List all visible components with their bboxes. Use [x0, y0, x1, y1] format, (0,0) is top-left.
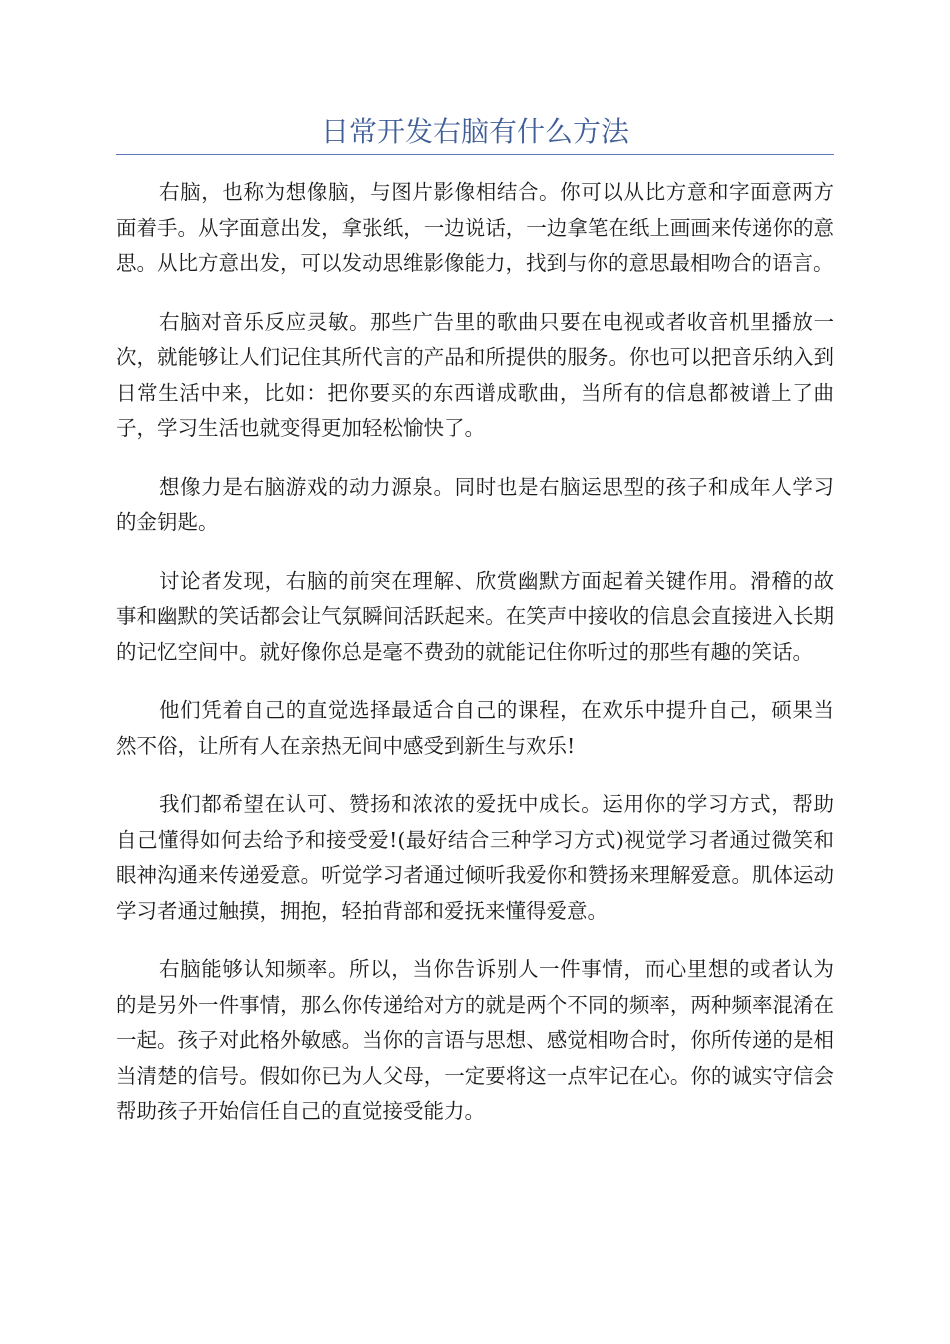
paragraph-3: 想像力是右脑游戏的动力源泉。同时也是右脑运思型的孩子和成年人学习的金钥匙。 [116, 474, 834, 534]
document-body [116, 175, 834, 1153]
paragraph-6: 我们都希望在认可、赞扬和浓浓的爱抚中成长。运用你的学习方式，帮助自己懂得如何去给予和接受爱!(最好结合三种学习方式)视觉学习者通过微笑和眼神沟通来传递爱意。听觉学习者通过倾听我爱你和赞扬来理解爱意。肌体运动学习者通过触摸，拥抱，轻拍背部和爱抚来懂得爱意。 [116, 792, 834, 923]
page-title: 日常开发右脑有什么方法 [320, 115, 629, 148]
paragraph-5: 他们凭着自己的直觉选择最适合自己的课程，在欢乐中提升自己，硕果当然不俗，让所有人在亲热无间中感受到新生与欢乐! [116, 698, 834, 758]
title-underline [116, 154, 834, 155]
paragraph-2: 右脑对音乐反应灵敏。那些广告里的歌曲只要在电视或者收音机里播放一次，就能够让人们记住其所代言的产品和所提供的服务。你也可以把音乐纳入到日常生活中来，比如：把你要买的东西谱成歌曲，当所有的信息都被谱上了曲子，学习生活也就变得更加轻松愉快了。 [116, 309, 834, 440]
paragraph-7: 右脑能够认知频率。所以，当你告诉别人一件事情，而心里想的或者认为的是另外一件事情，那么你传递给对方的就是两个不同的频率，两种频率混淆在一起。孩子对此格外敏感。当你的言语与思想、感觉相吻合时，你所传递的是相当清楚的信号。假如你已为人父母，一定要将这一点牢记在心。你的诚实守信会帮助孩子开始信任自己的直觉接受能力。 [116, 957, 834, 1123]
paragraph-1: 右脑，也称为想像脑，与图片影像相结合。你可以从比方意和字面意两方面着手。从字面意出发，拿张纸，一边说话，一边拿笔在纸上画画来传递你的意思。从比方意出发，可以发动思维影像能力，找到与你的意思最相吻合的语言。 [116, 180, 834, 275]
paragraph-4: 讨论者发现，右脑的前突在理解、欣赏幽默方面起着关键作用。滑稽的故事和幽默的笑话都会让气氛瞬间活跃起来。在笑声中接收的信息会直接进入长期的记忆空间中。就好像你总是毫不费劲的就能记住你听过的那些有趣的笑话。 [116, 568, 834, 664]
